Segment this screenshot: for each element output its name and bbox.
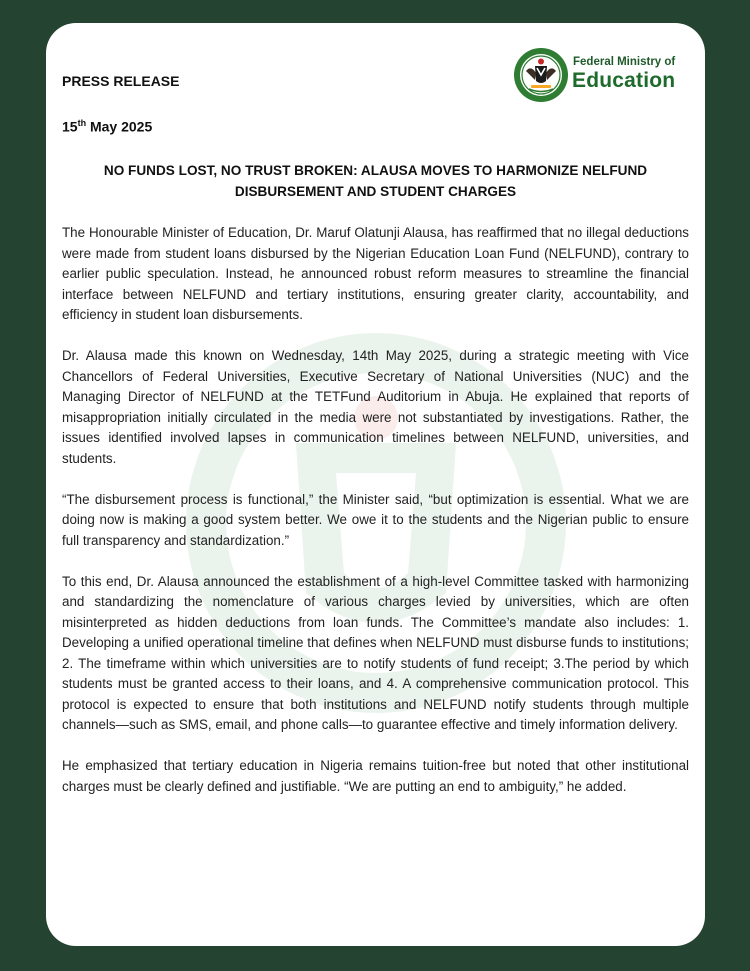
ministry-logo (513, 47, 693, 103)
paragraph: The Honourable Minister of Education, Dr. Maruf Olatunji Alausa, has reaffirmed that no illegal deductions were made from student loans disbursed by the Nigerian Education Loan Fund (NELFUND), contrary to earlier public speculation. Instead, he announced robust reform measures to streamline the financial interface between NELFUND and tertiary institutions, ensuring greater clarity, accountability, and efficiency in student loan disbursements. (62, 225, 689, 322)
paragraph: He emphasized that tertiary education in Nigeria remains tuition-free but noted that other institutional charges must be clearly defined and justifiable. “We are putting an end to ambiguity,” he added. (62, 758, 689, 794)
ministry-name-line2: Education (572, 69, 676, 92)
ministry-name-line1: Federal Ministry of (573, 56, 676, 68)
article-body (62, 223, 689, 818)
paragraph: “The disbursement process is functional,” the Minister said, “but optimization is essential. What we are doing now is making a good system better. We owe it to the students and the Nigerian public to ensure full transparency and standardization.” (62, 491, 689, 548)
paragraph: Dr. Alausa made this known on Wednesday, 14th May 2025, during a strategic meeting with Vice Chancellors of Federal Universities, Executive Secretary of National Universities (NUC) and the Managing Director of NELFUND at the TETFund Auditorium in Abuja. He explained that reports of misappropriation initially circulated in the media were not substantiated by investigations. Rather, the issues identified involved lapses in communication timelines between NELFUND, universities, and students. (62, 348, 689, 466)
paragraph: To this end, Dr. Alausa announced the establishment of a high-level Committee tasked with harmonizing and standardizing the nomenclature of various charges levied by universities, which are often misinterpreted as hidden deductions from loan funds. The Committee’s mandate also includes: 1. Developing a unified operational timeline that defines when NELFUND must disburse funds to institutions; 2. The timeframe within which universities are to notify students of fund receipt; 3.The period by which students must be granted access to their loans, and 4. A comprehensive communication protocol. This protocol is expected to ensure that both institutions and NELFUND notify students through multiple channels—such as SMS, email, and phone calls—to guarantee effective and timely information delivery. (62, 573, 689, 732)
headline: NO FUNDS LOST, NO TRUST BROKEN: ALAUSA MOVES TO HARMONIZE NELFUND DISBURSEMENT AND STUDENT CHARGES (103, 163, 648, 199)
release-date: 15th May 2025 (62, 118, 153, 135)
coat-of-arms-icon (513, 47, 569, 103)
press-release-card (46, 23, 705, 946)
press-release-label: PRESS RELEASE (62, 73, 180, 89)
